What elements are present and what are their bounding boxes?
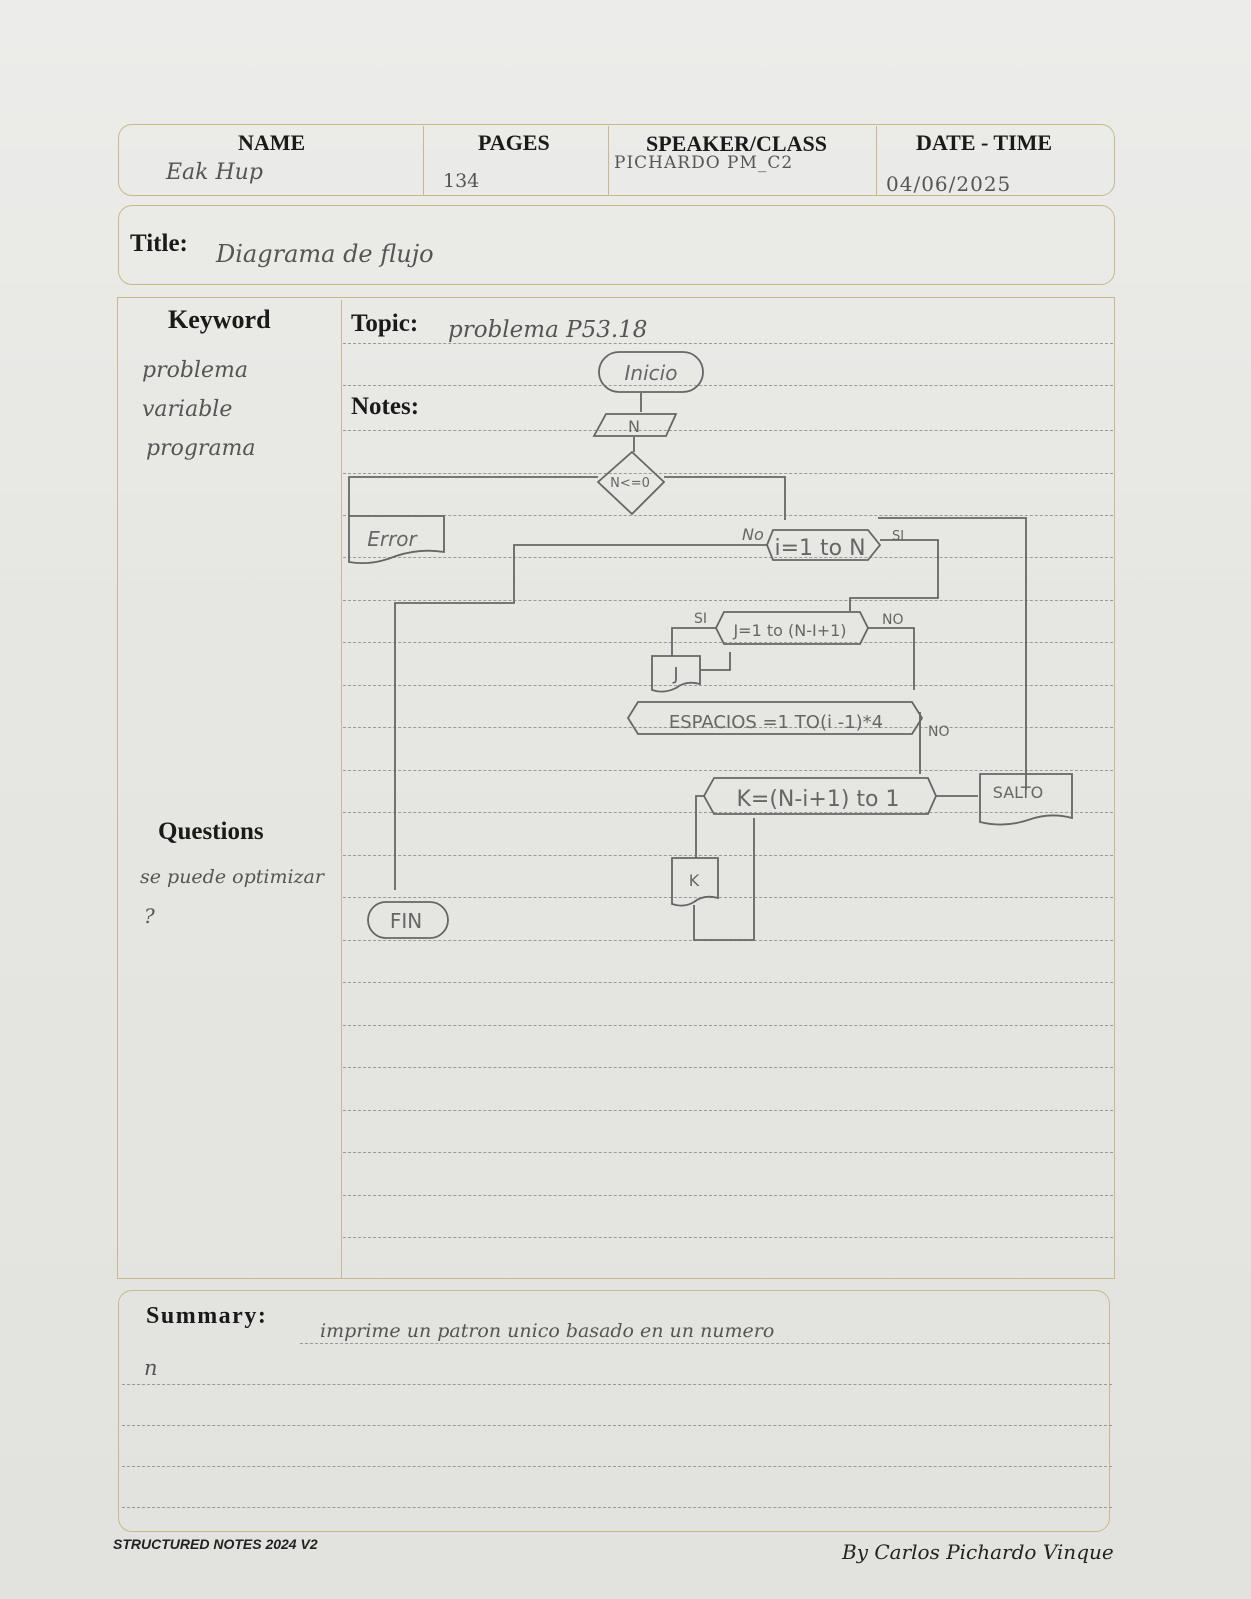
- output-j-text: J: [673, 664, 679, 685]
- keyword-item: programa: [146, 436, 256, 461]
- name-value: Eak Hup: [166, 160, 263, 185]
- question-line: ?: [144, 904, 155, 928]
- date-value: 04/06/2025: [886, 172, 1012, 196]
- loop-j-text: J=1 to (N-I+1): [733, 621, 847, 640]
- loop-i-text: i=1 to N: [774, 536, 866, 561]
- keyword-label: Keyword: [168, 305, 271, 334]
- loop-k-text: K=(N-i+1) to 1: [736, 787, 900, 812]
- footer-author: By Carlos Pichardo Vinque: [842, 1540, 1114, 1564]
- loop-i-si: SI: [892, 529, 905, 544]
- loop-spaces-no: NO: [928, 724, 950, 740]
- keyword-item: variable: [142, 397, 233, 422]
- notes-label: Notes:: [351, 393, 420, 420]
- summary-line2: n: [144, 1356, 158, 1380]
- date-label: DATE - TIME: [916, 130, 1053, 155]
- jump-text: SALTO: [992, 783, 1044, 802]
- question-line: se puede optimizar: [140, 866, 324, 888]
- error-text: Error: [367, 527, 417, 551]
- pages-value: 134: [443, 170, 480, 192]
- loop-i-no: No: [742, 525, 764, 544]
- questions-label: Questions: [158, 818, 264, 845]
- topic-value: problema P53.18: [448, 317, 648, 343]
- topic-label: Topic:: [351, 310, 419, 337]
- loop-j-si: SI: [694, 611, 708, 627]
- input-text: N: [628, 417, 640, 436]
- summary-line1: imprime un patron unico basado en un numero: [320, 1320, 775, 1342]
- loop-j-no: NO: [882, 612, 904, 628]
- loop-spaces-text: ESPACIOS =1 TO(i -1)*4: [668, 712, 884, 733]
- summary-label: Summary:: [146, 1303, 268, 1329]
- title-label: Title:: [130, 230, 188, 257]
- end-text: FIN: [389, 909, 423, 933]
- pages-label: PAGES: [478, 130, 550, 155]
- name-label: NAME: [238, 130, 306, 155]
- speaker-label: SPEAKER/CLASS: [646, 131, 827, 156]
- keyword-item: problema: [142, 358, 248, 383]
- title-value: Diagrama de flujo: [216, 240, 434, 268]
- speaker-value: PICHARDO PM_C2: [614, 153, 794, 173]
- footer-brand: STRUCTURED NOTES 2024 V2: [113, 1536, 318, 1552]
- output-k-text: K: [688, 871, 700, 890]
- notes-box: [117, 297, 1115, 1279]
- start-text: Inicio: [624, 361, 678, 385]
- condition-text: N<=0: [610, 476, 650, 491]
